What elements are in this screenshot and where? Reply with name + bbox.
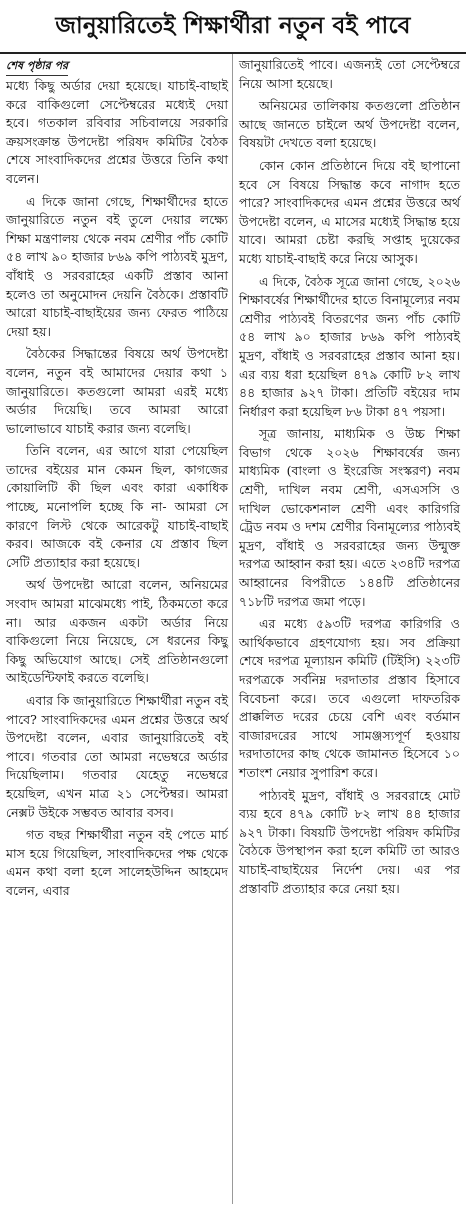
paragraph: কোন কোন প্রতিষ্ঠানে দিয়ে বই ছাপানো হবে সে বিষয়ে সিদ্ধান্ত কবে নাগাদ হতে পারে? সাংবাদিকদের এমন প্রশ্নের উত্তরে অর্থ উপদেষ্টা বলেন, এ মাসের মধ্যেই সিদ্ধান্ত হয়ে যাবে। আমরা চেষ্টা করছি সপ্তাহ দুয়েকের মধ্যে যাচাই-বাছাই করে নিয়ে আসুক।	[239, 157, 460, 266]
headline: জানুয়ারিতেই শিক্ষার্থীরা নতুন বই পাবে	[0, 0, 466, 54]
paragraph: বৈঠকের সিদ্ধান্তের বিষয়ে অর্থ উপদেষ্টা বলেন, নতুন বই আমাদের দেয়ার কথা ১ জানুয়ারিতে। কতগুলো আমরা এরই মধ্যে অর্ডার দিয়েছি। তবে আমরা আরো ভালোভাবে যাচাই করার জন্য বলেছি।	[6, 346, 228, 436]
paragraph: মধ্যে কিছু অর্ডার দেয়া হয়েছে। যাচাই-বাছাই করে বাকিগুলো সেপ্টেম্বরের মধ্যেই দেয়া হবে। গতকাল রবিবার সচিবালয়ে সরকারি ক্রয়সংক্রান্ত উপদেষ্টা পরিষদ কমিটির বৈঠক শেষে সাংবাদিকদের প্রশ্নের উত্তরে তিনি কথা বলেন।	[6, 78, 228, 186]
paragraph: অনিয়মের তালিকায় কতগুলো প্রতিষ্ঠান আছে জানতে চাইলে অর্থ উপদেষ্টা বলেন, বিষয়টা দেখতে বলা হয়েছে।	[239, 98, 460, 151]
paragraph: এ দিকে, বৈঠক সূত্রে জানা গেছে, ২০২৬ শিক্ষাবর্ষের শিক্ষার্থীদের হাতে বিনামূল্যের নবম শ্রেণীর পাঠ্যবই বিতরণের জন্য পাঁচ কোটি ৫৪ লাখ ৯০ হাজার ৮৬৯ কপি পাঠ্যবই মুদ্রণ, বাঁধাই ও সরবরাহের প্রস্তাব আনা হয়। এর ব্যয় ধরা হয়েছিল ৪৭৯ কোটি ৮২ লাখ ৪৪ হাজার ৯২৭ টাকা। প্রতিটি বইয়ের দাম নির্ধারণ করা হয়েছিল ৮৬ টাকা ৪৭ পয়সা।	[239, 273, 460, 419]
article-body	[0, 54, 466, 1204]
paragraph: পাঠ্যবই মুদ্রণ, বাঁধাই ও সরবরাহে মোট ব্যয় হবে ৪৭৯ কোটি ৮২ লাখ ৪৪ হাজার ৯২৭ টাকা। বিষয়টি উপদেষ্টা পরিষদ কমিটির বৈঠকে উপস্থাপন করা হলে কমিটি তা আরও যাচাই-বাছাইয়ের নির্দেশ দেয়। এর পর প্রস্তাবটি প্রত্যাহার করে নেয়া হয়।	[239, 787, 460, 896]
column-right	[232, 54, 464, 1204]
paragraph: তিনি বলেন, এর আগে যারা পেয়েছিল তাদের বইয়ের মান কেমন ছিল, কাগজের কোয়ালিটি কী ছিল এবং কারা একাধিক পাচ্ছে, মনোপলি হচ্ছে কি না- আমরা সে কারণে লিস্ট থেকে আরেকটু যাচাই-বাছাই করব। আজকে বই কেনার যে প্রস্তাব ছিল সেটি প্রত্যাহার করা হয়েছে।	[6, 443, 228, 570]
continuation-label: শেষ পৃষ্ঠার পর	[6, 58, 68, 76]
paragraph: গত বছর শিক্ষার্থীরা নতুন বই পেতে মার্চ মাস হয়ে গিয়েছিল, সাংবাদিকদের পক্ষ থেকে এমন কথা বলা হলে সালেহউদ্দিন আহমেদ বলেন, এবার	[6, 827, 228, 898]
paragraph: সূত্র জানায়, মাধ্যমিক ও উচ্চ শিক্ষা বিভাগ থেকে ২০২৬ শিক্ষাবর্ষের জন্য মাধ্যমিক (বাংলা ও ইংরেজি সংস্করণ) নবম শ্রেণী, দাখিল নবম শ্রেণী, এসএসসি ও দাখিল ভোকেশনাল শ্রেণী এবং কারিগরি ট্রেড নবম ও দশম শ্রেণীর বিনামূল্যের পাঠ্যবই মুদ্রণ, বাঁধাই ও সরবরাহের জন্য উন্মুক্ত দরপত্র আহ্বান করা হয়। এতে ২৩৪টি দরপত্র আহ্বানের বিপরীতে ১৪৪টি প্রতিষ্ঠানের ৭১৮টি দরপত্র জমা পড়ে।	[239, 426, 460, 609]
paragraph: এর মধ্যে ৫৯৩টি দরপত্র কারিগরি ও আর্থিকভাবে গ্রহণযোগ্য হয়। সব প্রক্রিয়া শেষে দরপত্র মূল্যায়ন কমিটি (টিইসি) ২২৩টি দরপত্রকে সর্বনিম্ন দরদাতার প্রস্তাব হিসাবে বিবেচনা করে। তবে এগুলো দাফতরিক প্রাক্কলিত দরের চেয়ে বেশি এবং বর্তমান বাজারদরের সাথে সামঞ্জস্যপূর্ণ হওয়ায় দরদাতাদের কাছ থেকে জামানত হিসেবে ১০ শতাংশ নেয়ার সুপারিশ করে।	[239, 616, 460, 780]
paragraph: জানুয়ারিতেই পাবে। এজন্যই তো সেপ্টেম্বরে নিয়ে আসা হয়েছে।	[239, 57, 460, 91]
column-left	[0, 54, 232, 1204]
paragraph: অর্থ উপদেষ্টা আরো বলেন, অনিয়মের সংবাদ আমরা মাঝেমধ্যে পাই, ঠিকমতো করে না। আর একজন একটা অর্ডার নিয়ে বাকিগুলো নিয়ে নিয়েছে, সে ধরনের কিছু কিছু অভিযোগ আছে। সেই প্রতিষ্ঠানগুলো আইডেন্টিফাই করতে বলেছি।	[6, 577, 228, 686]
paragraph: এবার কি জানুয়ারিতে শিক্ষার্থীরা নতুন বই পাবে? সাংবাদিকদের এমন প্রশ্নের উত্তরে অর্থ উপদেষ্টা বলেন, এবার জানুয়ারিতেই বই পাবে। গতবার তো আমরা নভেম্বরে অর্ডার দিয়েছিলাম। গতবার যেহেতু নভেম্বরে হয়েছিল, এখন মাত্র ২১ সেপ্টেম্বর। আমরা নেক্সট উইকে সম্ভবত আবার বসব।	[6, 693, 228, 820]
paragraph: এ দিকে জানা গেছে, শিক্ষার্থীদের হাতে জানুয়ারিতে নতুন বই তুলে দেয়ার লক্ষ্যে শিক্ষা মন্ত্রণালয় থেকে নবম শ্রেণীর পাঁচ কোটি ৫৪ লাখ ৯০ হাজার ৮৬৯ কপি পাঠ্যবই মুদ্রণ, বাঁধাই ও সরবরাহের একটি প্রস্তাব আনা হলেও তা অনুমোদন দেয়নি বৈঠকে। প্রস্তাবটি আরো যাচাই-বাছাইয়ের জন্য ফেরত পাঠিয়ে দেয়া হয়।	[6, 193, 228, 339]
